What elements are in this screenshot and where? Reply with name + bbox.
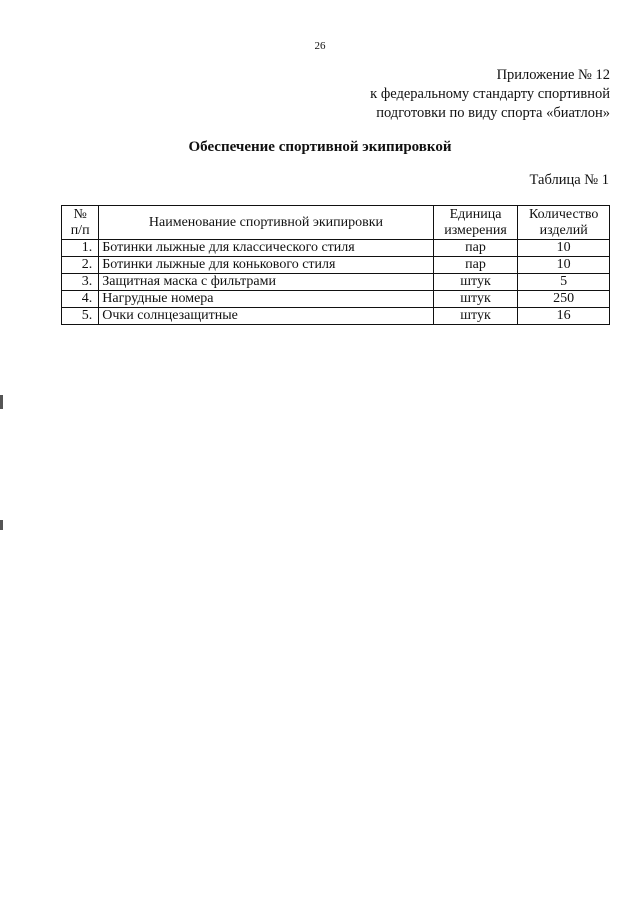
header-number-line2: п/п bbox=[70, 222, 90, 238]
row-equipment-name: Ботинки лыжные для конькового стиля bbox=[99, 257, 433, 274]
row-quantity: 250 bbox=[518, 291, 610, 308]
row-unit: штук bbox=[433, 274, 518, 291]
row-quantity: 5 bbox=[518, 274, 610, 291]
row-equipment-name: Нагрудные номера bbox=[99, 291, 433, 308]
table-row bbox=[62, 291, 610, 308]
table-row bbox=[62, 274, 610, 291]
row-number: 4. bbox=[62, 291, 99, 308]
row-unit: штук bbox=[433, 291, 518, 308]
row-quantity: 10 bbox=[518, 257, 610, 274]
table-row bbox=[62, 257, 610, 274]
page-number: 26 bbox=[314, 40, 326, 52]
row-quantity: 16 bbox=[518, 308, 610, 325]
row-number: 1. bbox=[62, 240, 99, 257]
header-name: Наименование спортивной экипировки bbox=[99, 206, 433, 240]
table-header-row bbox=[62, 206, 610, 240]
row-number: 2. bbox=[62, 257, 99, 274]
header-unit-line2: измерения bbox=[444, 222, 507, 238]
scan-edge-mark bbox=[0, 395, 3, 409]
table-row bbox=[62, 308, 610, 325]
row-equipment-name: Ботинки лыжные для классического стиля bbox=[99, 240, 433, 257]
row-unit: пар bbox=[433, 240, 518, 257]
header-unit bbox=[433, 206, 518, 240]
row-equipment-name: Очки солнцезащитные bbox=[99, 308, 433, 325]
header-quantity-line2: изделий bbox=[539, 222, 588, 238]
header-quantity bbox=[518, 206, 610, 240]
row-number: 3. bbox=[62, 274, 99, 291]
document-title: Обеспечение спортивной экипировкой bbox=[188, 139, 452, 155]
table-label: Таблица № 1 bbox=[529, 172, 609, 188]
row-unit: штук bbox=[433, 308, 518, 325]
row-unit: пар bbox=[433, 257, 518, 274]
row-number: 5. bbox=[62, 308, 99, 325]
appendix-line: к федеральному стандарту спортивной bbox=[370, 86, 610, 102]
appendix-heading bbox=[370, 66, 610, 123]
scan-edge-mark bbox=[0, 520, 3, 530]
header-number bbox=[62, 206, 99, 240]
appendix-line: подготовки по виду спорта «биатлон» bbox=[376, 105, 610, 121]
row-equipment-name: Защитная маска с фильтрами bbox=[99, 274, 433, 291]
header-number-line1: № bbox=[73, 206, 87, 222]
header-quantity-line1: Количество bbox=[528, 206, 599, 222]
equipment-table bbox=[61, 205, 610, 325]
header-unit-line1: Единица bbox=[449, 206, 502, 222]
appendix-line: Приложение № 12 bbox=[496, 67, 610, 83]
row-quantity: 10 bbox=[518, 240, 610, 257]
table-row bbox=[62, 240, 610, 257]
